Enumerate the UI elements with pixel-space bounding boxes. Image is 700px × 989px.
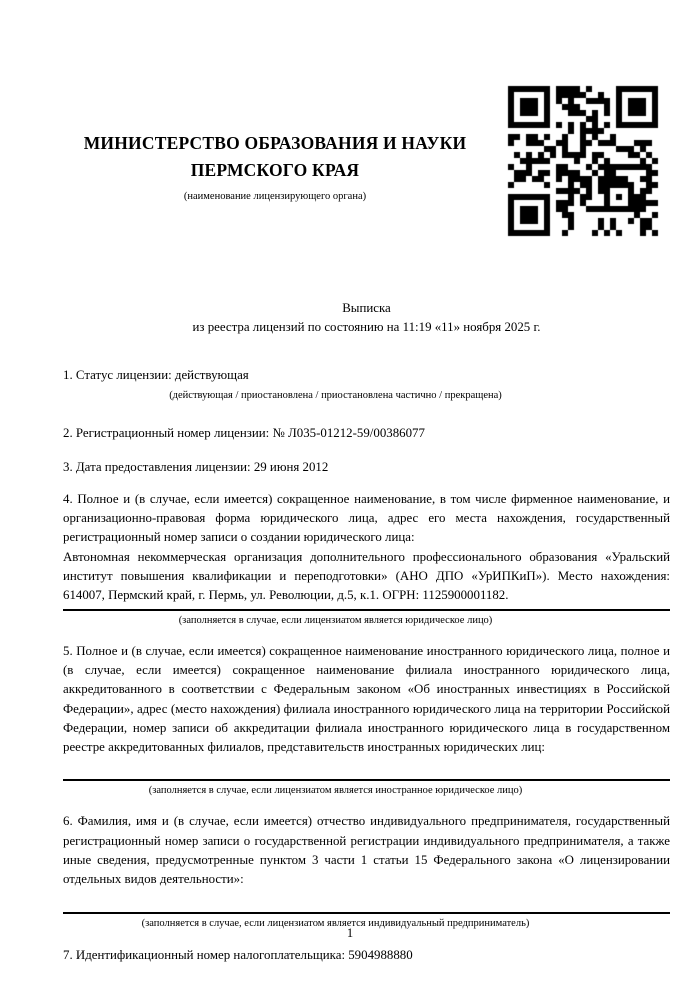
ministry-name-line1: МИНИСТЕРСТВО ОБРАЗОВАНИЯ И НАУКИ (83, 133, 467, 153)
taxpayer-number-text: 7. Идентификационный номер налогоплательщика: 5904988880 (63, 947, 413, 962)
empty-value-line (63, 890, 670, 909)
item-5-foreign-entity-info (63, 642, 670, 798)
legal-entity-value: Автономная некоммерческая организация дополнительного профессионального образования «Уральский институт повышения квалификации и переподготовки» (АНО ДПО «УрИПКиП»). Место нахождения: 614007, Пермский край, г. Пермь, ул. Революции, д.5, к.1. ОГРН: 1125900001182. (63, 549, 670, 603)
ministry-name-line2: ПЕРМСКОГО КРАЯ (190, 160, 360, 180)
foreign-entity-note: (заполняется в случае, если лицензиатом является иностранное юридическое лицо) (148, 785, 523, 797)
license-status-text: 1. Статус лицензии: действующая (63, 368, 249, 382)
item-1-license-status (63, 366, 670, 402)
ministry-caption: (наименование лицензирующего органа) (183, 191, 367, 202)
item-4-legal-entity-info (63, 490, 670, 627)
item-6-individual-entrepreneur-info (63, 812, 670, 929)
item-2-registration-number (63, 424, 670, 443)
divider-line (63, 779, 670, 781)
license-grant-date-text: 3. Дата предоставления лицензии: 29 июня 2012 (63, 459, 329, 474)
extract-subtitle: из реестра лицензий по состоянию на 11:19 «11» ноября 2025 г. (192, 320, 541, 334)
document-title (63, 299, 670, 337)
registration-number-text: 2. Регистрационный номер лицензии: № Л035-01212-59/00386077 (63, 426, 425, 441)
empty-value-line (63, 757, 670, 776)
license-status-options-note: (действующая / приостановлена / приостановлена частично / прекращена) (169, 390, 502, 402)
divider-line (63, 912, 670, 914)
qr-code (506, 84, 660, 238)
foreign-entity-label: 5. Полное и (в случае, если имеется) сокращенное наименование иностранного юридического лица, полное и (в случае, если имеется) сокращенное наименование филиала иностранного юридического лица, аккредитованного в соответствии с Федеральным законом «Об иностранных инвестициях в Российской Федерации», адрес (место нахождения) филиала иностранного юридического лица на территории Российской Федерации, номер записи об аккредитации филиала иностранного юридического лица в государственном реестре аккредитованных филиалов, представительств иностранных юридических лиц: (63, 643, 670, 755)
individual-entrepreneur-note: (заполняется в случае, если лицензиатом является индивидуальный предприниматель) (141, 917, 530, 929)
legal-entity-label: 4. Полное и (в случае, если имеется) сокращенное наименование, в том числе фирменное наименование, и организационно-правовая форма юридического лица, адрес его места нахождения, государственный регистрационный номер записи о создании юридического лица: (63, 491, 670, 545)
extract-title: Выписка (342, 301, 391, 315)
item-3-license-grant-date (63, 458, 670, 477)
individual-entrepreneur-label: 6. Фамилия, имя и (в случае, если имеется) отчество индивидуального предпринимателя, государственный регистрационный номер записи о государственной регистрации индивидуального предпринимателя, а также иные сведения, предусмотренные пунктом 3 части 1 статьи 15 Федерального закона «О лицензировании отдельных видов деятельности»: (63, 814, 670, 887)
ministry-header (63, 130, 487, 203)
legal-entity-note: (заполняется в случае, если лицензиатом является юридическое лицо) (178, 614, 493, 626)
page-number: 1 (346, 926, 354, 940)
divider-line (63, 609, 670, 611)
item-7-taxpayer-number (63, 946, 670, 965)
document-body (63, 366, 670, 965)
